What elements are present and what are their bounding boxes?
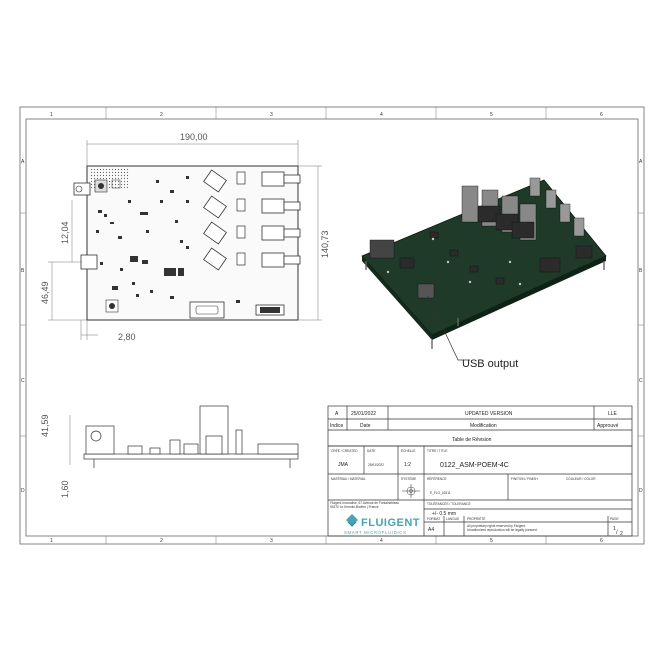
rev-header-date: Date (360, 423, 371, 429)
label-title: TITRE / TITLE (427, 449, 448, 453)
dim-width: 190,00 (180, 132, 208, 142)
zone-row-c-left: C (21, 378, 25, 384)
label-tolerance: TOLÉRANCES / TOLERANCE (427, 502, 471, 506)
logo-tagline: SMART MICROFLUIDICS (344, 530, 407, 535)
projection-symbol-icon (402, 484, 420, 498)
drawing-title: 0122_ASM-POEM-4C (440, 462, 509, 469)
logo-name: FLUIGENT (361, 517, 420, 529)
zone-col-5-bottom: 5 (490, 538, 493, 544)
label-scale: ÉCHELLE (401, 449, 416, 453)
fluigent-logo (346, 514, 358, 526)
label-material: MATÉRIAU / MATERIAL (331, 477, 366, 481)
dim-41-59: 41,59 (40, 414, 50, 437)
label-date: DATE (367, 449, 376, 453)
address-line-2: 94270 Le Kremlin-Bicêtre | France (330, 505, 379, 509)
tolerance: +/- 0.5 mm (432, 511, 457, 517)
zone-col-5-top: 5 (490, 112, 493, 118)
rev-date: 25/01/2022 (351, 411, 377, 417)
rev-approver: LLE (608, 411, 617, 417)
dim-12-04: 12,04 (60, 221, 70, 244)
created-date: 25/01/2022 (368, 463, 384, 467)
property-line-2: Unauthorized reproduction will be legally pursued. (467, 528, 538, 532)
callout-usb-output: USB output (462, 358, 519, 370)
zone-col-1-top: 1 (50, 112, 53, 118)
label-format: FORMAT (427, 517, 441, 521)
dim-46-49: 46,49 (40, 281, 50, 304)
dim-1-60: 1,60 (60, 480, 70, 498)
label-language: LANGUE (446, 517, 460, 521)
pcb-side-view (84, 406, 298, 468)
zone-row-d-left: D (21, 488, 25, 494)
zone-col-6-top: 6 (600, 112, 603, 118)
zone-col-3-top: 3 (270, 112, 273, 118)
label-system: SYSTÈME (401, 477, 417, 481)
rev-description: UPDATED VERSION (465, 411, 513, 417)
zone-col-2-bottom: 2 (160, 538, 163, 544)
rev-header-modification: Modification (470, 423, 497, 429)
rev-header-approved: Approuvé (597, 423, 619, 429)
address-line-1: Fluigent Innovative, 67 Avenue de Fontainebleau (330, 501, 400, 505)
zone-col-6-bottom: 6 (600, 538, 603, 544)
label-property: PROPRIÉTÉ (467, 517, 486, 521)
pcb-top-view (74, 166, 300, 320)
page-count: 2 (620, 531, 623, 537)
page-separator: / (616, 530, 618, 536)
label-page: PAGE (610, 517, 619, 521)
label-color: COULEUR / COLOR (566, 477, 596, 481)
zone-row-b-right: B (639, 268, 643, 274)
zone-row-a-left: A (21, 159, 25, 165)
page-number: 1 (613, 526, 616, 532)
property-line-1: All proprietary rights reserved by Fluigent. (467, 524, 526, 528)
dim-2-80: 2,80 (118, 332, 136, 342)
zone-row-a-right: A (639, 159, 643, 165)
zone-row-c-right: C (639, 378, 643, 384)
format: A4 (428, 527, 435, 533)
author: JMA (338, 462, 348, 468)
pcb-isometric-view (362, 178, 606, 349)
label-reference: RÉFÉRENCE (427, 477, 447, 481)
zone-col-2-top: 2 (160, 112, 163, 118)
scale: 1:2 (404, 462, 411, 468)
zone-col-4-top: 4 (380, 112, 383, 118)
zone-col-4-bottom: 4 (380, 538, 383, 544)
rev-table-title: Table de Révision (452, 437, 492, 443)
reference: E_FLG_01511 (430, 491, 451, 495)
zone-row-b-left: B (21, 268, 25, 274)
rev-index: A (335, 411, 339, 417)
dim-height: 140,73 (320, 230, 330, 258)
label-finish: FINITION / FINISH (511, 477, 538, 481)
zone-row-d-right: D (639, 488, 643, 494)
label-created: CRÉÉ / CREATED (331, 449, 358, 453)
zone-col-1-bottom: 1 (50, 538, 53, 544)
rev-header-index: Indice (330, 423, 344, 429)
zone-col-3-bottom: 3 (270, 538, 273, 544)
